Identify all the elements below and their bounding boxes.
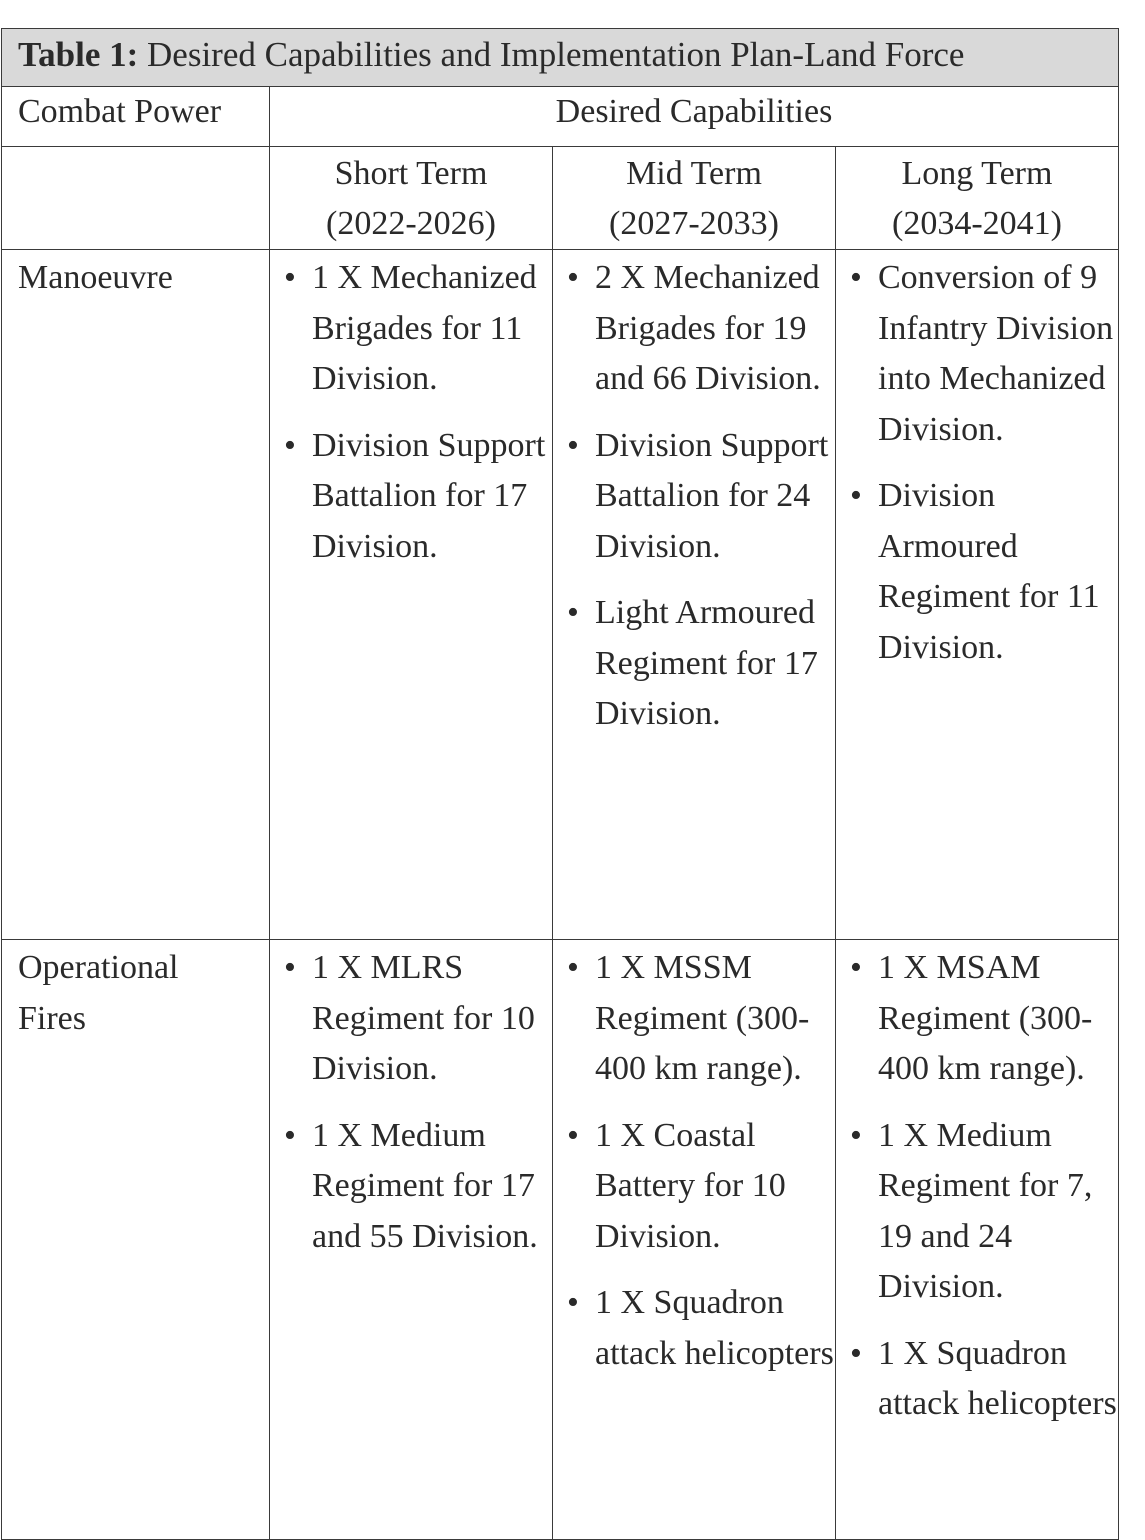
row-label-line: Fires: [18, 999, 86, 1037]
short-term-header: [270, 147, 553, 250]
short-term-cell: [270, 250, 553, 940]
capability-list: [836, 943, 1118, 1430]
row-label-operational-fires: [2, 940, 270, 1540]
long-term-label: Long Term: [901, 155, 1053, 192]
list-item: • 1 X Coastal Battery for 10 Division.: [565, 1111, 835, 1263]
combat-power-header: Combat Power: [2, 87, 270, 147]
table-caption-label: Table 1:: [18, 35, 139, 74]
desired-capabilities-header: Desired Capabilities: [270, 87, 1119, 147]
capability-list: [553, 253, 835, 740]
list-item: • Division Support Battalion for 17 Division.: [282, 421, 552, 573]
list-item: • 1 X Medium Regiment for 17 and 55 Division.: [282, 1111, 552, 1263]
long-term-cell: [836, 940, 1119, 1540]
empty-header-cell: [2, 147, 270, 250]
list-item: • 1 X Squadron attack helicopters: [848, 1329, 1118, 1430]
list-item: • Light Armoured Regiment for 17 Division.: [565, 588, 835, 740]
header-row: [2, 87, 1119, 147]
table-caption-title: Desired Capabilities and Implementation Plan-Land Force: [138, 35, 965, 74]
row-label-line: Manoeuvre: [18, 259, 173, 296]
long-term-header: [836, 147, 1119, 250]
mid-term-label: Mid Term: [626, 155, 762, 192]
mid-term-cell: [553, 940, 836, 1540]
capability-list: [270, 253, 552, 572]
list-item: • 2 X Mechanized Brigades for 19 and 66 Division.: [565, 253, 835, 405]
table-caption: [2, 29, 1119, 87]
short-term-cell: [270, 940, 553, 1540]
short-term-years: (2022-2026): [326, 205, 496, 242]
list-item: • 1 X MSSM Regiment (300-400 km range).: [565, 943, 835, 1095]
list-item: • Conversion of 9 Infantry Division into Mechanized Division.: [848, 253, 1118, 455]
short-term-label: Short Term: [334, 155, 488, 192]
list-item: • 1 X MLRS Regiment for 10 Division.: [282, 943, 552, 1095]
list-item: • 1 X MSAM Regiment (300-400 km range).: [848, 943, 1118, 1095]
capability-list: [836, 253, 1118, 673]
capability-list: [553, 943, 835, 1379]
row-label-line: Operational: [18, 949, 179, 986]
mid-term-years: (2027-2033): [609, 205, 779, 242]
list-item: • Division Support Battalion for 24 Division.: [565, 421, 835, 573]
mid-term-cell: [553, 250, 836, 940]
table-caption-row: [2, 29, 1119, 87]
table-row: [2, 940, 1119, 1540]
table-row: [2, 250, 1119, 940]
list-item: • 1 X Medium Regiment for 7, 19 and 24 Division.: [848, 1111, 1118, 1313]
long-term-cell: [836, 250, 1119, 940]
list-item: • Division Armoured Regiment for 11 Division.: [848, 471, 1118, 673]
mid-term-header: [553, 147, 836, 250]
list-item: • 1 X Mechanized Brigades for 11 Division.: [282, 253, 552, 405]
term-header-row: [2, 147, 1119, 250]
long-term-years: (2034-2041): [892, 205, 1062, 242]
capabilities-table: [1, 28, 1119, 1540]
capability-list: [270, 943, 552, 1262]
row-label-manoeuvre: [2, 250, 270, 940]
list-item: • 1 X Squadron attack helicopters: [565, 1278, 835, 1379]
